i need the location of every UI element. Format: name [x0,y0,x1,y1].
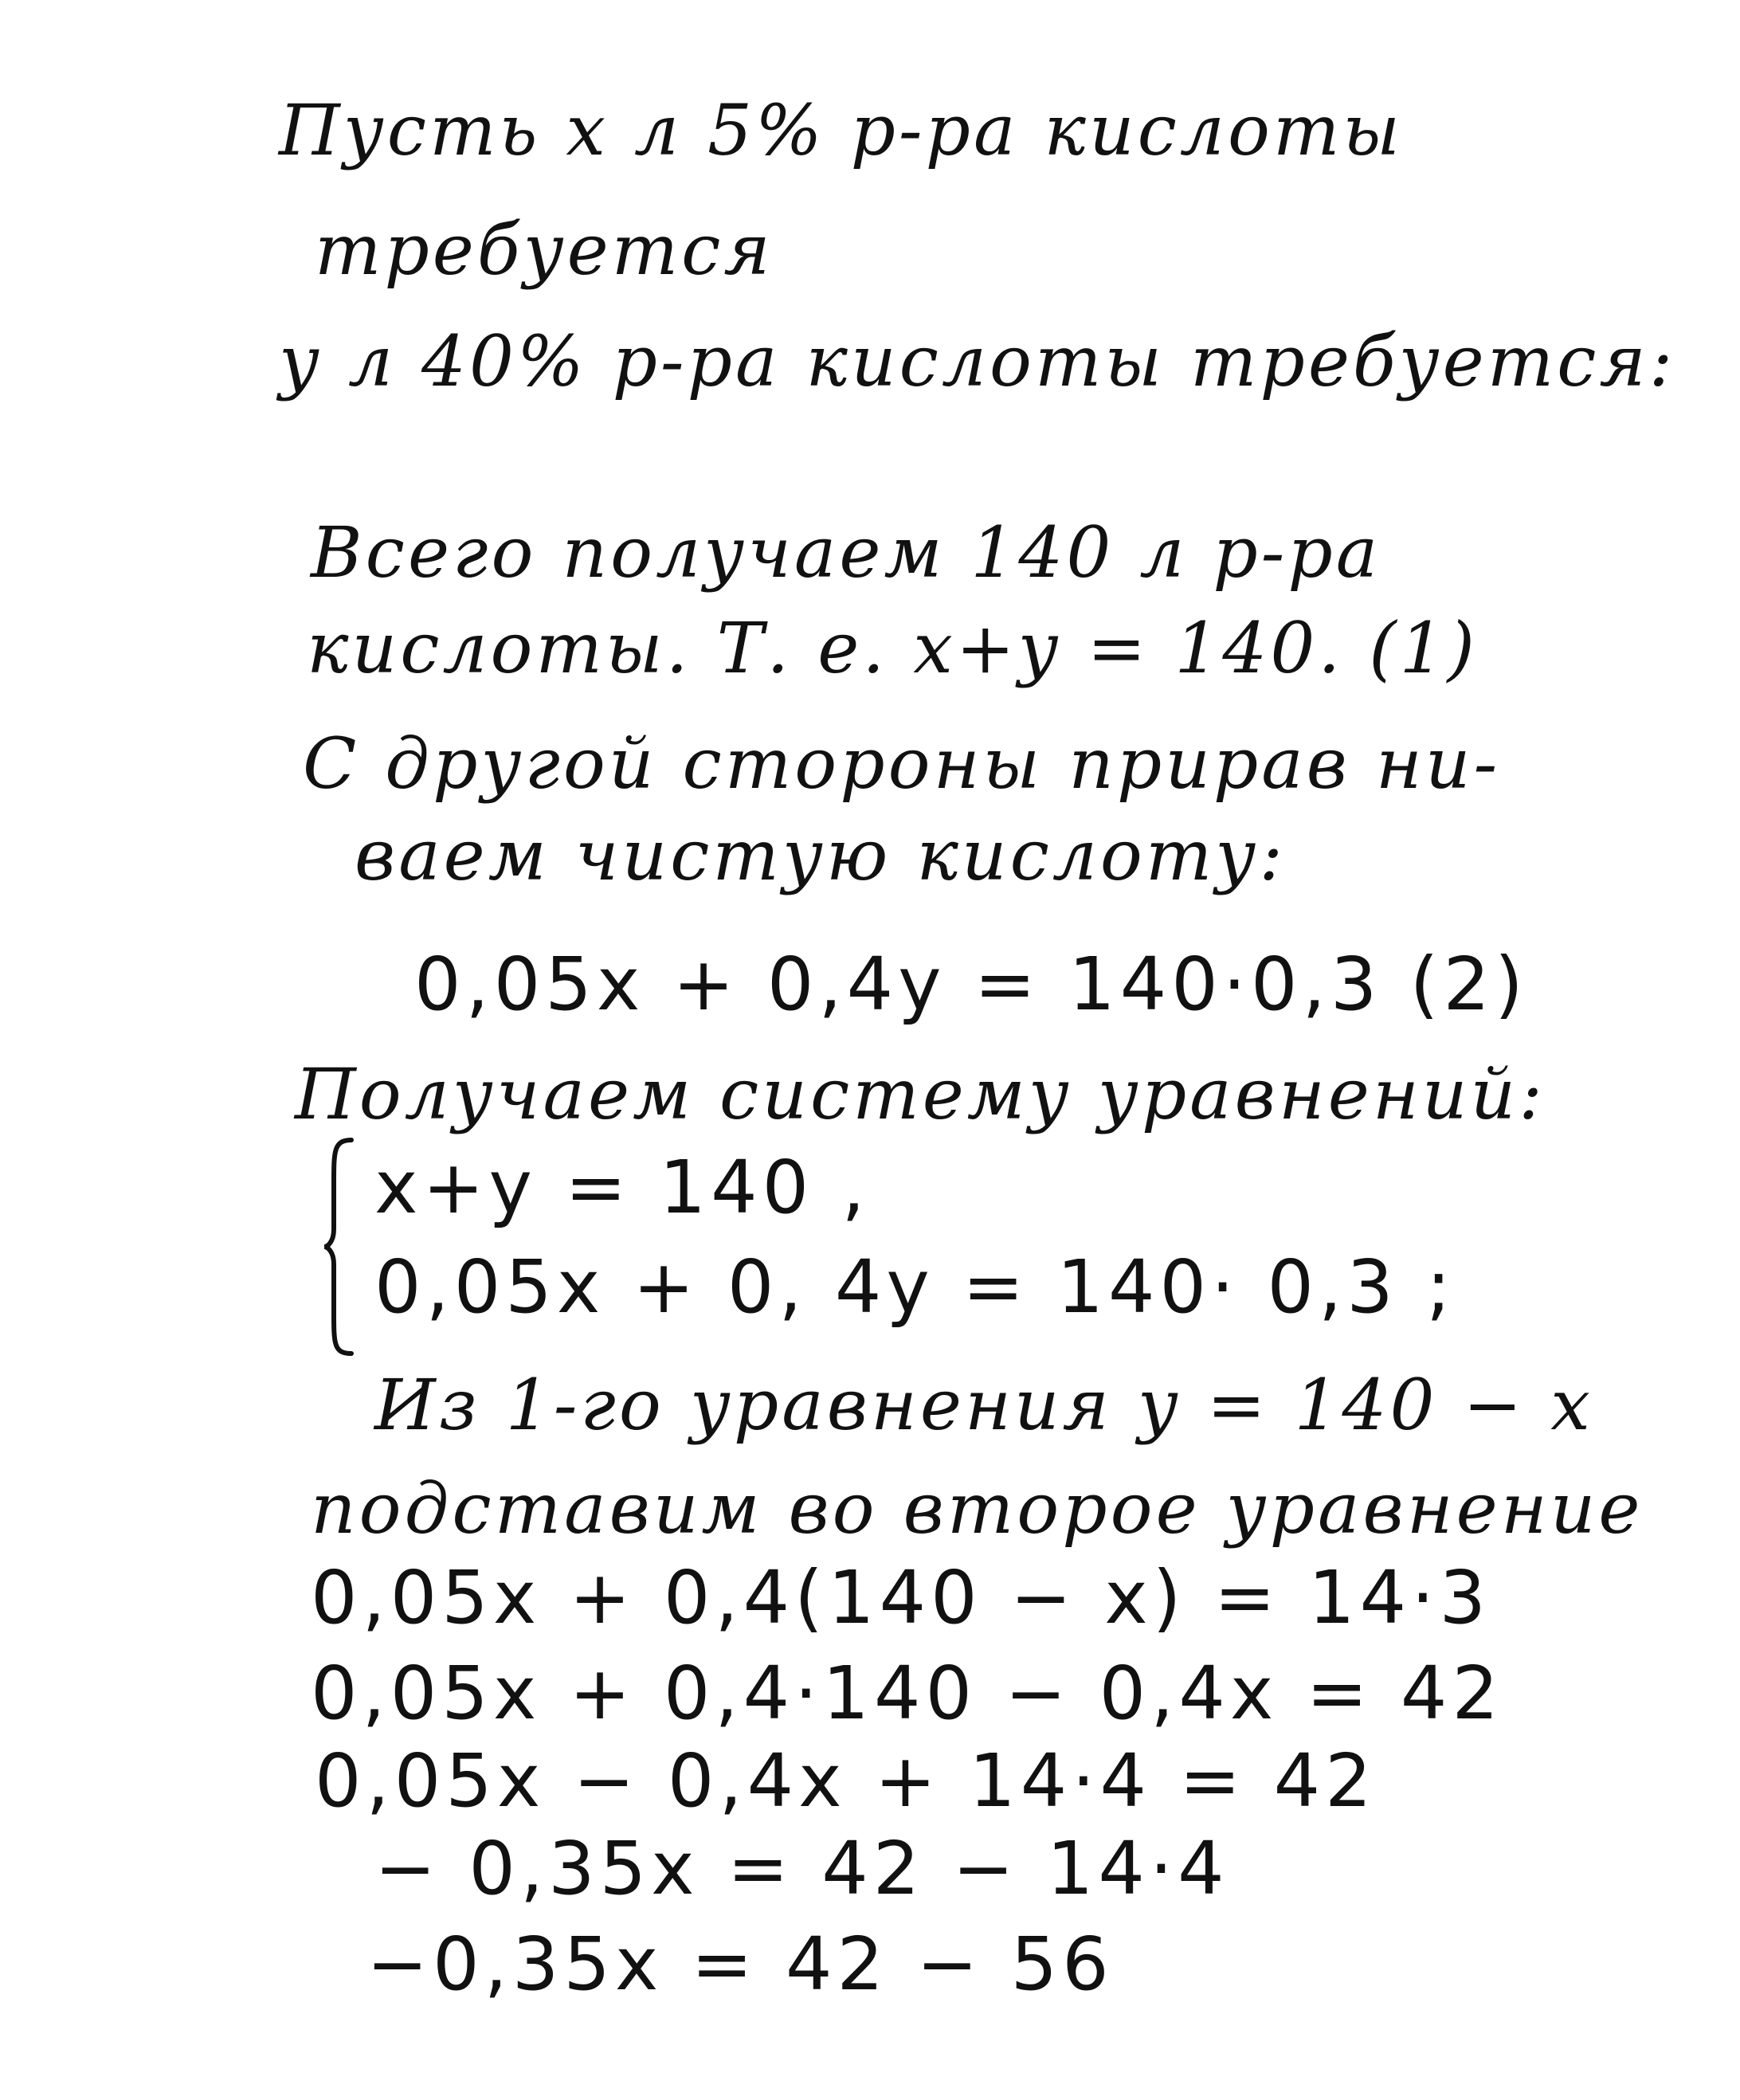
calc-line-5: −0,35х = 42 − 56 [366,1922,1114,2007]
system-brace [323,1135,355,1358]
calc-line-1: 0,05х + 0,4(140 − х) = 14·3 [311,1555,1491,1640]
calc-line-2: 0,05х + 0,4·140 − 0,4х = 42 [311,1651,1503,1736]
text-line-3: у л 40% р-ра кислоты требуется: [279,320,1676,402]
system-equation-2: 0,05х + 0, 4у = 140· 0,3 ; [374,1244,1456,1330]
calc-line-4: − 0,35х = 42 − 14·4 [374,1826,1229,1911]
text-line-6: С другой стороны прирав ни- [303,723,1501,805]
text-line-1: Пусть х л 5% р-ра кислоты [279,89,1404,171]
text-line-13: подставим во второе уравнение [311,1467,1644,1550]
text-line-12: Из 1-го уравнения у = 140 − х [374,1364,1593,1446]
system-equation-1: х+у = 140 , [374,1145,870,1230]
equation-2: 0,05х + 0,4у = 140·0,3 (2) [414,942,1528,1027]
calc-line-3: 0,05х − 0,4х + 14·4 = 42 [315,1738,1377,1824]
text-line-9: Получаем систему уравнений: [295,1053,1546,1135]
text-line-7: ваем чистую кислоту: [355,814,1286,896]
text-line-2: требуется [315,209,774,291]
text-line-5: кислоты. Т. е. х+у = 140. (1) [307,607,1478,689]
text-line-4: Всего получаем 140 л р-ра [311,511,1381,594]
